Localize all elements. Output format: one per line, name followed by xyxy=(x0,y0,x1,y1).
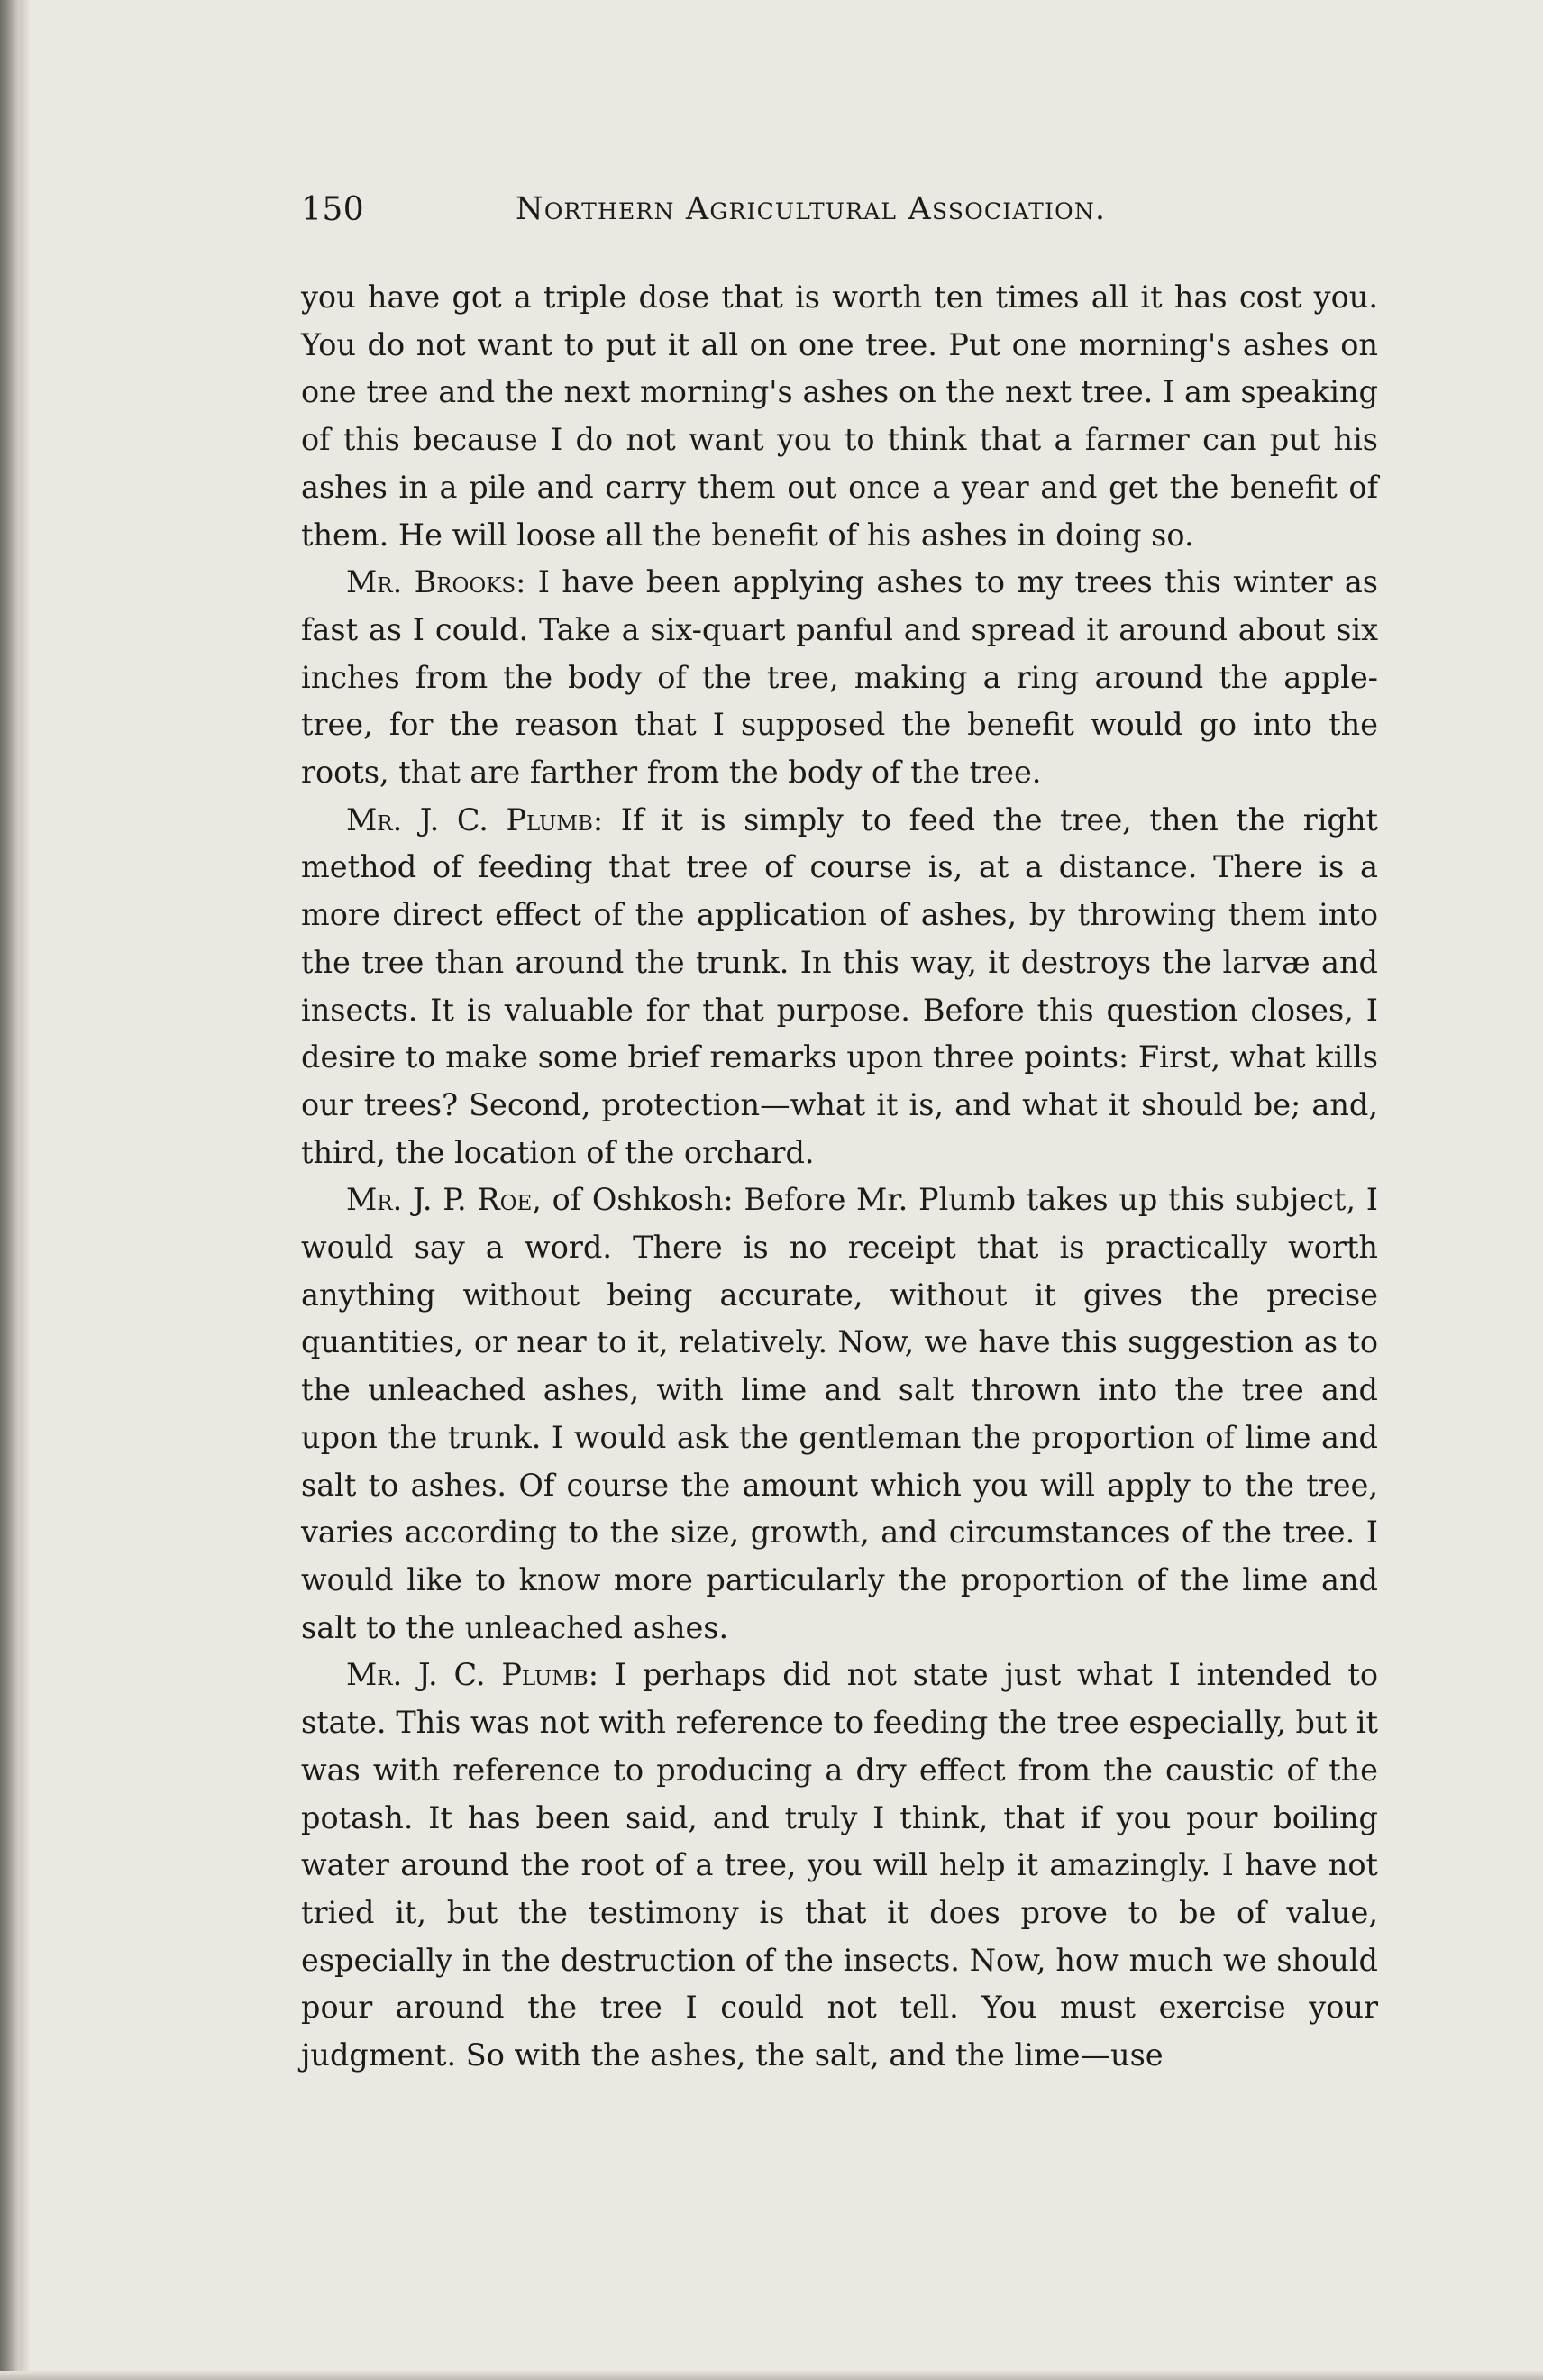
page-gutter-shadow xyxy=(20,0,29,2380)
book-binding-edge xyxy=(0,0,20,2380)
paragraph-roe xyxy=(301,1176,1378,1652)
speaker-name: Mr. Brooks: xyxy=(346,564,526,600)
paragraph-plumb-1 xyxy=(301,797,1378,1177)
speaker-name: Mr. J. C. Plumb: xyxy=(346,1657,599,1693)
paragraph-plumb-2 xyxy=(301,1652,1378,2079)
paragraph-continued xyxy=(301,274,1378,559)
paragraph-text: If it is simply to feed the tree, then the right method of feeding that tree of course is, at a distance. There is a more direct effect of the application of ashes, by throwing them into the tree than around the trunk. In this way, it destroys the larvæ and insects. It is valuable for that purpose. Before this question closes, I desire to make some brief remarks upon three points: First, what kills our trees? Second, protection—what it is, and what it should be; and, third, the location of the orchard. xyxy=(301,801,1378,1170)
speaker-name: Mr. J. C. Plumb: xyxy=(346,801,604,838)
paragraph-text: of Oshkosh: Before Mr. Plumb takes up this subject, I would say a word. There is no receipt that is practically worth anything without being accurate, without it gives the precise quantities, or near to it, relatively. Now, we have this suggestion as to the unleached ashes, with lime and salt thrown into the tree and upon the trunk. I would ask the gentleman the proportion of lime and salt to ashes. Of course the amount which you will apply to the tree, varies according to the size, growth, and circumstances of the tree. I would like to know more particularly the proportion of the lime and salt to the unleached ashes. xyxy=(301,1182,1379,1645)
paragraph-text: I have been applying ashes to my trees this winter as fast as I could. Take a six-quart panful and spread it around about six inches from the body of the tree, making a ring around the apple-tree, for the reason that I supposed the benefit would go into the roots, that are farther from the body of the tree. xyxy=(301,564,1379,791)
paragraph-text: I perhaps did not state just what I intended to state. This was not with reference to feeding the tree especially, but it was with reference to producing a dry effect from the caustic of the potash. It has been said, and truly I think, that if you pour boiling water around the root of a tree, you will help it amazingly. I have not tried it, but the testimony is that it does prove to be of value, especially in the destruction of the insects. Now, how much we should pour around the tree I could not tell. You must exercise your judgment. So with the ashes, the salt, and the lime—use xyxy=(301,1657,1378,2073)
page-bottom-edge xyxy=(0,2371,1543,2380)
page-number: 150 xyxy=(301,191,365,228)
running-title: Northern Agricultural Association. xyxy=(516,191,1107,227)
body-text xyxy=(301,274,1378,2080)
paragraph-brooks xyxy=(301,559,1378,797)
paragraph-text: you have got a triple dose that is worth ten times all it has cost you. You do not want to put it all on one tree. Put one morning's ashes on one tree and the next morning's ashes on the next tree. I am speaking of this because I do not want you to think that a farmer can put his ashes in a pile and carry them out once a year and get the benefit of them. He will loose all the benefit of his ashes in doing so. xyxy=(301,279,1378,553)
running-head xyxy=(301,191,1378,243)
speaker-name: Mr. J. P. Roe, xyxy=(346,1182,542,1218)
book-page xyxy=(301,191,1378,2080)
